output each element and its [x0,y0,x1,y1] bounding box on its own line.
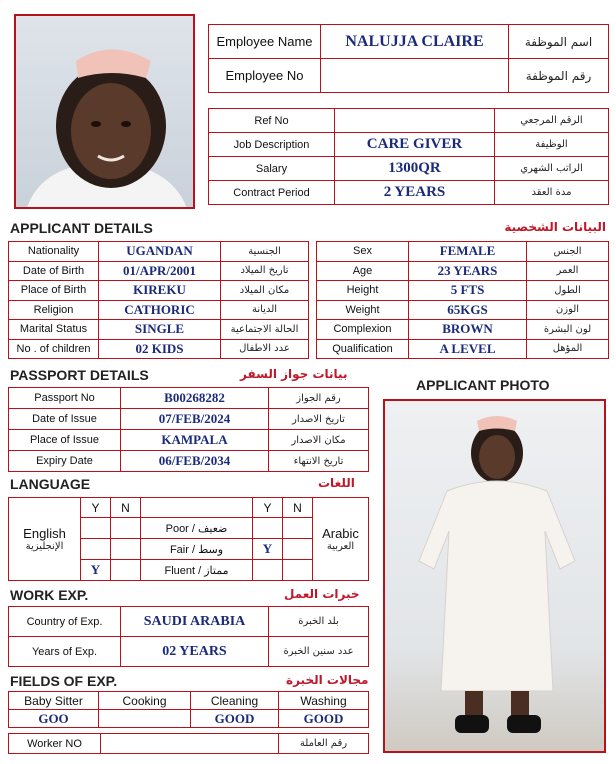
applicant-right-label: Height [317,281,409,301]
level-fair: Fair / وسط [141,539,253,560]
applicant-photo-title: APPLICANT PHOTO [416,377,550,393]
employee-name-value: NALUJJA CLAIRE [321,25,509,59]
passport-value: B00268282 [121,388,269,409]
contract-period-label: Contract Period [209,181,335,205]
passport-label: Date of Issue [9,409,121,430]
passport-label-ar: مكان الاصدار [269,430,369,451]
full-body-illustration [385,401,606,753]
applicant-left-label: Nationality [9,242,99,262]
arabic-label: Arabic [322,526,359,541]
applicant-left-value: CATHORIC [99,300,221,320]
applicant-right-row [317,300,609,320]
arabic-fair-y: Y [253,539,283,560]
english-n-header: N [111,498,141,518]
applicant-right-label: Complexion [317,320,409,340]
applicant-left-label-ar: مكان الميلاد [221,281,309,301]
applicant-right-label-ar: الجنس [527,242,609,262]
applicant-left-value: 02 KIDS [99,339,221,359]
applicant-left-row [9,320,309,340]
applicant-right-row [317,261,609,281]
passport-details-title-ar: بيانات جواز السفر [240,367,348,381]
passport-label: Expiry Date [9,451,121,472]
arabic-label-ar: العربية [326,541,355,552]
applicant-right-value: 23 YEARS [409,261,527,281]
arabic-poor-y [253,518,283,539]
applicant-right-label-ar: لون البشرة [527,320,609,340]
applicant-left-row [9,339,309,359]
field-cleaning-value: GOOD [191,710,279,728]
english-label: English [23,526,66,541]
applicant-right-value: 5 FTS [409,281,527,301]
level-poor: Poor / ضعيف [141,518,253,539]
contract-period-label-ar: مدة العقد [495,181,609,205]
english-poor-n [111,518,141,539]
applicant-right-row [317,339,609,359]
applicant-left-value: KIREKU [99,281,221,301]
salary-label: Salary [209,157,335,181]
applicant-details-left-table [8,241,309,359]
worker-no-label-ar: رقم العاملة [279,734,369,754]
applicant-right-row [317,242,609,262]
applicant-right-value: FEMALE [409,242,527,262]
english-fluent-n [111,560,141,581]
field-baby-sitter-value: GOO [9,710,99,728]
contract-period-value: 2 YEARS [335,181,495,205]
fields-of-exp-title-ar: مجالات الخبرة [286,673,369,687]
language-table [8,497,369,581]
applicant-left-label-ar: الديانة [221,300,309,320]
applicant-right-row [317,281,609,301]
arabic-n-header: N [283,498,313,518]
applicant-right-label-ar: العمر [527,261,609,281]
country-of-exp-label: Country of Exp. [9,607,121,637]
applicant-right-value: 65KGS [409,300,527,320]
english-y-header: Y [81,498,111,518]
passport-label: Passport No [9,388,121,409]
passport-row [9,409,369,430]
years-of-exp-label-ar: عدد سنين الخبرة [269,637,369,667]
applicant-details-right-table [316,241,609,359]
arabic-cell [313,498,369,581]
field-washing-value: GOOD [279,710,369,728]
applicant-right-label: Weight [317,300,409,320]
passport-table [8,387,369,472]
job-description-value: CARE GIVER [335,133,495,157]
applicant-left-label: Place of Birth [9,281,99,301]
applicant-left-row [9,261,309,281]
work-exp-title: WORK EXP. [10,587,89,603]
applicant-left-label-ar: الحالة الاجتماعية [221,320,309,340]
field-cooking-value [99,710,191,728]
field-cooking-label: Cooking [99,692,191,710]
salary-label-ar: الراتب الشهري [495,157,609,181]
ref-no-value [335,109,495,133]
applicant-right-label-ar: الوزن [527,300,609,320]
applicant-right-label: Age [317,261,409,281]
fields-of-exp-title: FIELDS OF EXP. [10,673,118,689]
salary-value: 1300QR [335,157,495,181]
applicant-left-label-ar: الجنسية [221,242,309,262]
employee-no-value [321,59,509,93]
employee-name-label: Employee Name [209,25,321,59]
applicant-full-photo [383,399,606,753]
applicant-right-label-ar: المؤهل [527,339,609,359]
worker-no-table [8,733,369,754]
portrait-illustration [16,16,195,209]
field-baby-sitter-label: Baby Sitter [9,692,99,710]
applicant-left-row [9,300,309,320]
english-poor-y [81,518,111,539]
applicant-right-value: BROWN [409,320,527,340]
level-header [141,498,253,518]
applicant-left-label-ar: تاريخ الميلاد [221,261,309,281]
arabic-fluent-n [283,560,313,581]
applicant-left-value: UGANDAN [99,242,221,262]
years-of-exp-label: Years of Exp. [9,637,121,667]
arabic-y-header: Y [253,498,283,518]
passport-value: 06/FEB/2034 [121,451,269,472]
fields-of-exp-table [8,691,369,728]
employee-no-label: Employee No [209,59,321,93]
employee-name-label-ar: اسم الموظفة [509,25,609,59]
applicant-left-label: Religion [9,300,99,320]
applicant-left-row [9,242,309,262]
applicant-details-title: APPLICANT DETAILS [10,220,153,236]
applicant-right-label-ar: الطول [527,281,609,301]
applicant-details-title-ar: البيانات الشخصية [504,220,606,234]
portrait-photo [14,14,195,209]
worker-no-value [101,734,279,754]
english-fair-y [81,539,111,560]
applicant-left-row [9,281,309,301]
passport-details-title: PASSPORT DETAILS [10,367,149,383]
field-washing-label: Washing [279,692,369,710]
ref-no-label: Ref No [209,109,335,133]
passport-label-ar: رقم الجواز [269,388,369,409]
job-table [208,108,609,205]
english-label-ar: الإنجليزية [25,541,64,552]
applicant-left-label-ar: عدد الاطفال [221,339,309,359]
applicant-right-label: Sex [317,242,409,262]
field-cleaning-label: Cleaning [191,692,279,710]
passport-label-ar: تاريخ الاصدار [269,409,369,430]
english-fluent-y: Y [81,560,111,581]
passport-row [9,430,369,451]
applicant-left-label: Date of Birth [9,261,99,281]
applicant-right-label: Qualification [317,339,409,359]
applicant-left-label: No . of children [9,339,99,359]
work-exp-table [8,606,369,667]
applicant-right-value: A LEVEL [409,339,527,359]
job-description-label-ar: الوظيفة [495,133,609,157]
country-of-exp-label-ar: بلد الخبرة [269,607,369,637]
arabic-fluent-y [253,560,283,581]
passport-value: 07/FEB/2024 [121,409,269,430]
passport-value: KAMPALA [121,430,269,451]
work-exp-title-ar: خبرات العمل [284,587,360,601]
passport-row [9,388,369,409]
employee-no-label-ar: رقم الموظفة [509,59,609,93]
arabic-fair-n [283,539,313,560]
employee-header-table [208,24,609,93]
passport-label: Place of Issue [9,430,121,451]
arabic-poor-n [283,518,313,539]
passport-row [9,451,369,472]
level-fluent: Fluent / ممتاز [141,560,253,581]
country-of-exp-value: SAUDI ARABIA [121,607,269,637]
applicant-left-label: Marital Status [9,320,99,340]
language-title-ar: اللغات [318,476,355,490]
ref-no-label-ar: الرقم المرجعي [495,109,609,133]
applicant-left-value: 01/APR/2001 [99,261,221,281]
english-cell [9,498,81,581]
years-of-exp-value: 02 YEARS [121,637,269,667]
english-fair-n [111,539,141,560]
language-title: LANGUAGE [10,476,91,492]
passport-label-ar: تاريخ الانتهاء [269,451,369,472]
applicant-right-row [317,320,609,340]
job-description-label: Job Description [209,133,335,157]
worker-no-label: Worker NO [9,734,101,754]
applicant-left-value: SINGLE [99,320,221,340]
